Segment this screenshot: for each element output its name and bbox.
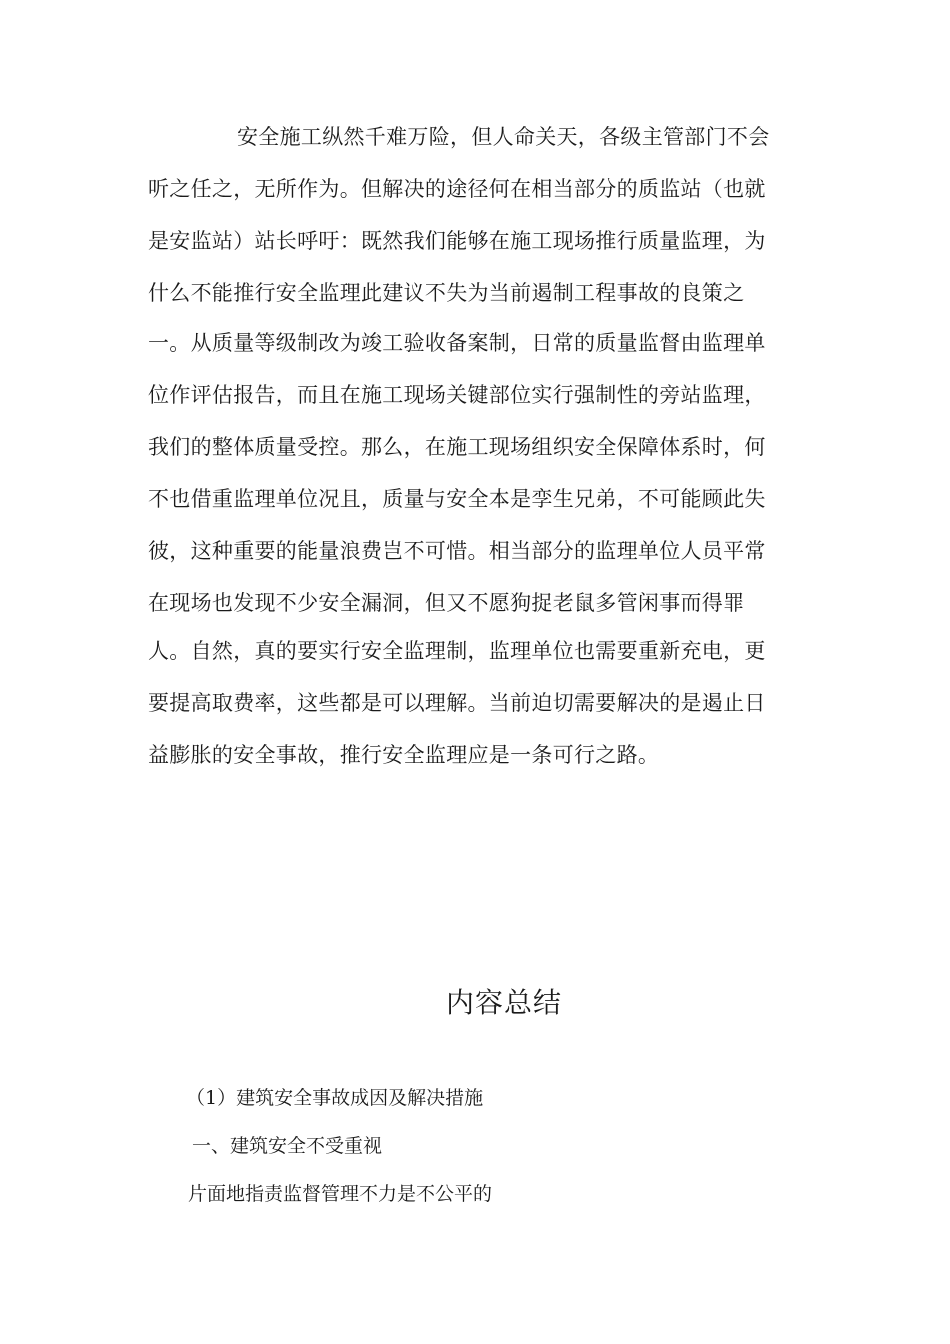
summary-item: 片面地指责监督管理不力是不公平的 <box>188 1183 493 1205</box>
summary-item: （1）建筑安全事故成因及解决措施 <box>186 1087 484 1109</box>
paragraph-line: 不也借重监理单位况且，质量与安全本是孪生兄弟，不可能顾此失 <box>148 487 766 511</box>
paragraph-line: 听之任之，无所作为。但解决的途径何在相当部分的质监站（也就 <box>148 177 766 201</box>
paragraph-line: 位作评估报告，而且在施工现场关键部位实行强制性的旁站监理， <box>148 383 766 407</box>
summary-title: 内容总结 <box>445 986 562 1019</box>
paragraph-line: 要提高取费率，这些都是可以理解。当前迫切需要解决的是遏止日 <box>148 691 766 715</box>
paragraph-line: 益膨胀的安全事故，推行安全监理应是一条可行之路。 <box>148 743 660 767</box>
paragraph-line: 安全施工纵然千难万险，但人命关天，各级主管部门不会 <box>237 125 770 149</box>
summary-item: 一、建筑安全不受重视 <box>192 1135 383 1157</box>
paragraph-line: 是安监站）站长呼吁：既然我们能够在施工现场推行质量监理，为 <box>148 229 766 253</box>
paragraph-line: 彼，这种重要的能量浪费岂不可惜。相当部分的监理单位人员平常 <box>148 539 766 563</box>
paragraph-line: 在现场也发现不少安全漏洞，但又不愿狗捉老鼠多管闲事而得罪 <box>148 591 745 615</box>
paragraph-line: 一。从质量等级制改为竣工验收备案制，日常的质量监督由监理单 <box>148 331 766 355</box>
paragraph-line: 什么不能推行安全监理此建议不失为当前遏制工程事故的良策之 <box>148 281 745 305</box>
paragraph-line: 人。自然，真的要实行安全监理制，监理单位也需要重新充电，更 <box>148 639 766 663</box>
paragraph-line: 我们的整体质量受控。那么，在施工现场组织安全保障体系时，何 <box>148 435 766 459</box>
